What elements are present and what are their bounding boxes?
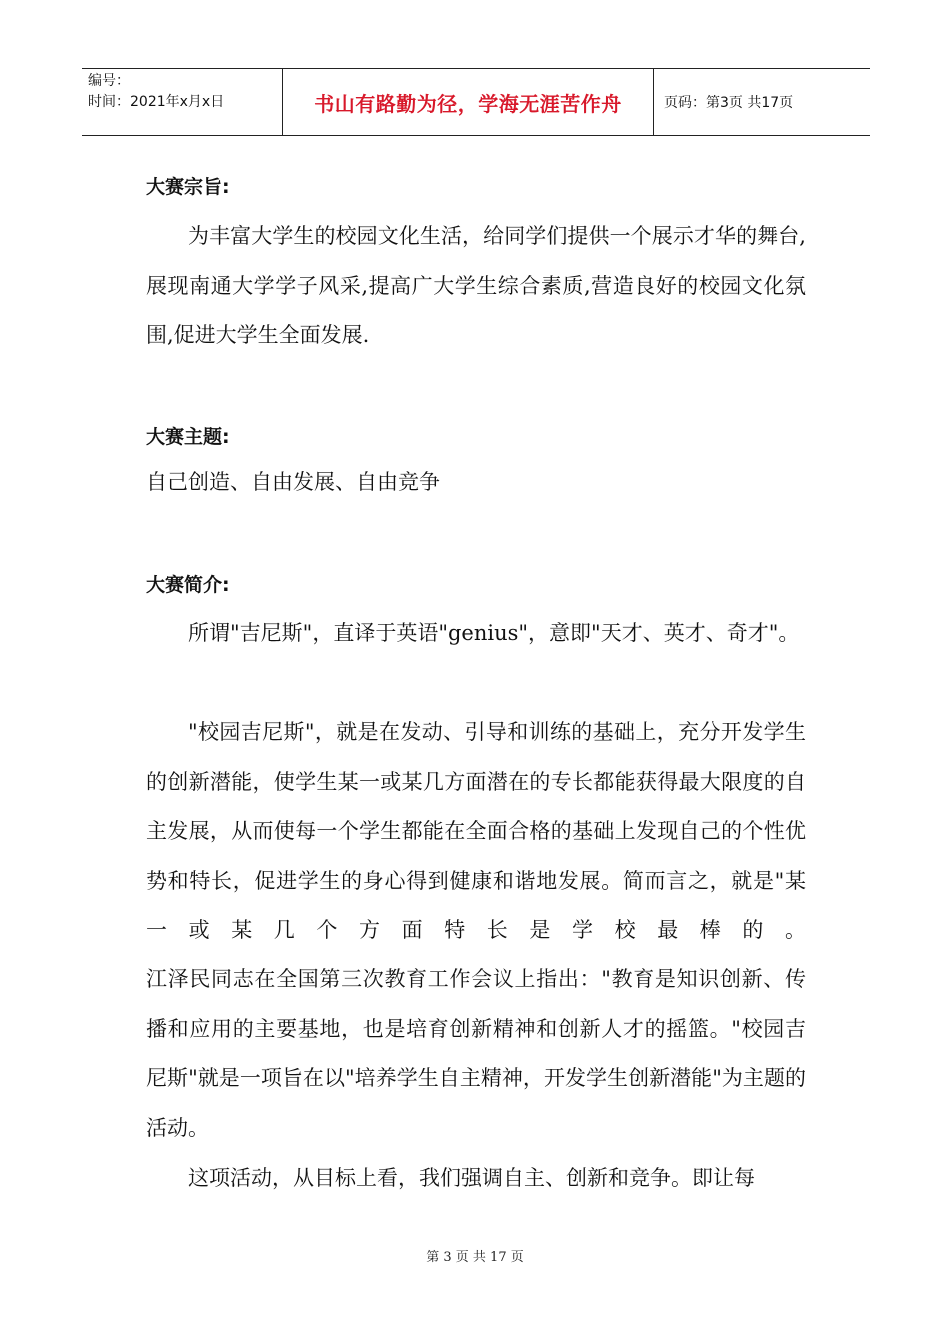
header-motto-cell [282,69,654,135]
header-page-number: 页码：第3页 共17页 [664,95,794,111]
footer-page-number: 第 3 页 共 17 页 [426,1250,524,1265]
header-page-info [654,69,870,135]
purpose-heading: 大赛宗旨: [146,176,230,198]
document-time-label: 时间：2021年x月x日 [88,94,225,110]
header-meta [82,69,282,135]
page-footer [0,1246,950,1265]
document-number-label: 编号： [88,73,130,89]
theme-paragraph: 自己创造、自由发展、自由竞争 [146,470,440,494]
theme-heading: 大赛主题: [146,426,230,448]
purpose-paragraph: 为丰富大学生的校园文化生活，给同学们提供一个展示才华的舞台,展现南通大学学子风采,提高广大学生综合素质,营造良好的校园文化氛围,促进大学生全面发展. [146,224,806,347]
page-header [82,68,870,136]
intro-paragraph-2a: "校园吉尼斯"，就是在发动、引导和训练的基础上，充分开发学生的创新潜能，使学生某一或某几方面潜在的专长都能获得最大限度的自主发展，从而使每一个学生都能在全面合格的基础上发现自己的个性优势和特长，促进学生的身心得到健康和谐地发展。简而言之，就是"某一或某几个方面特长是学校最棒的。 [146,720,806,942]
intro-paragraph-1: 所谓"吉尼斯"，直译于英语"genius"，意即"天才、英才、奇才"。 [188,621,800,645]
intro-heading: 大赛简介: [146,574,230,596]
intro-paragraph-2b: 江泽民同志在全国第三次教育工作会议上指出："教育是知识创新、传播和应用的主要基地，也是培育创新精神和创新人才的摇篮。"校园吉尼斯"就是一项旨在以"培养学生自主精神，开发学生创新潜能"为主题的活动。 [146,967,806,1140]
header-motto: 书山有路勤为径，学海无涯苦作舟 [314,91,622,116]
intro-paragraph-3: 这项活动，从目标上看，我们强调自主、创新和竞争。即让每 [188,1166,755,1190]
